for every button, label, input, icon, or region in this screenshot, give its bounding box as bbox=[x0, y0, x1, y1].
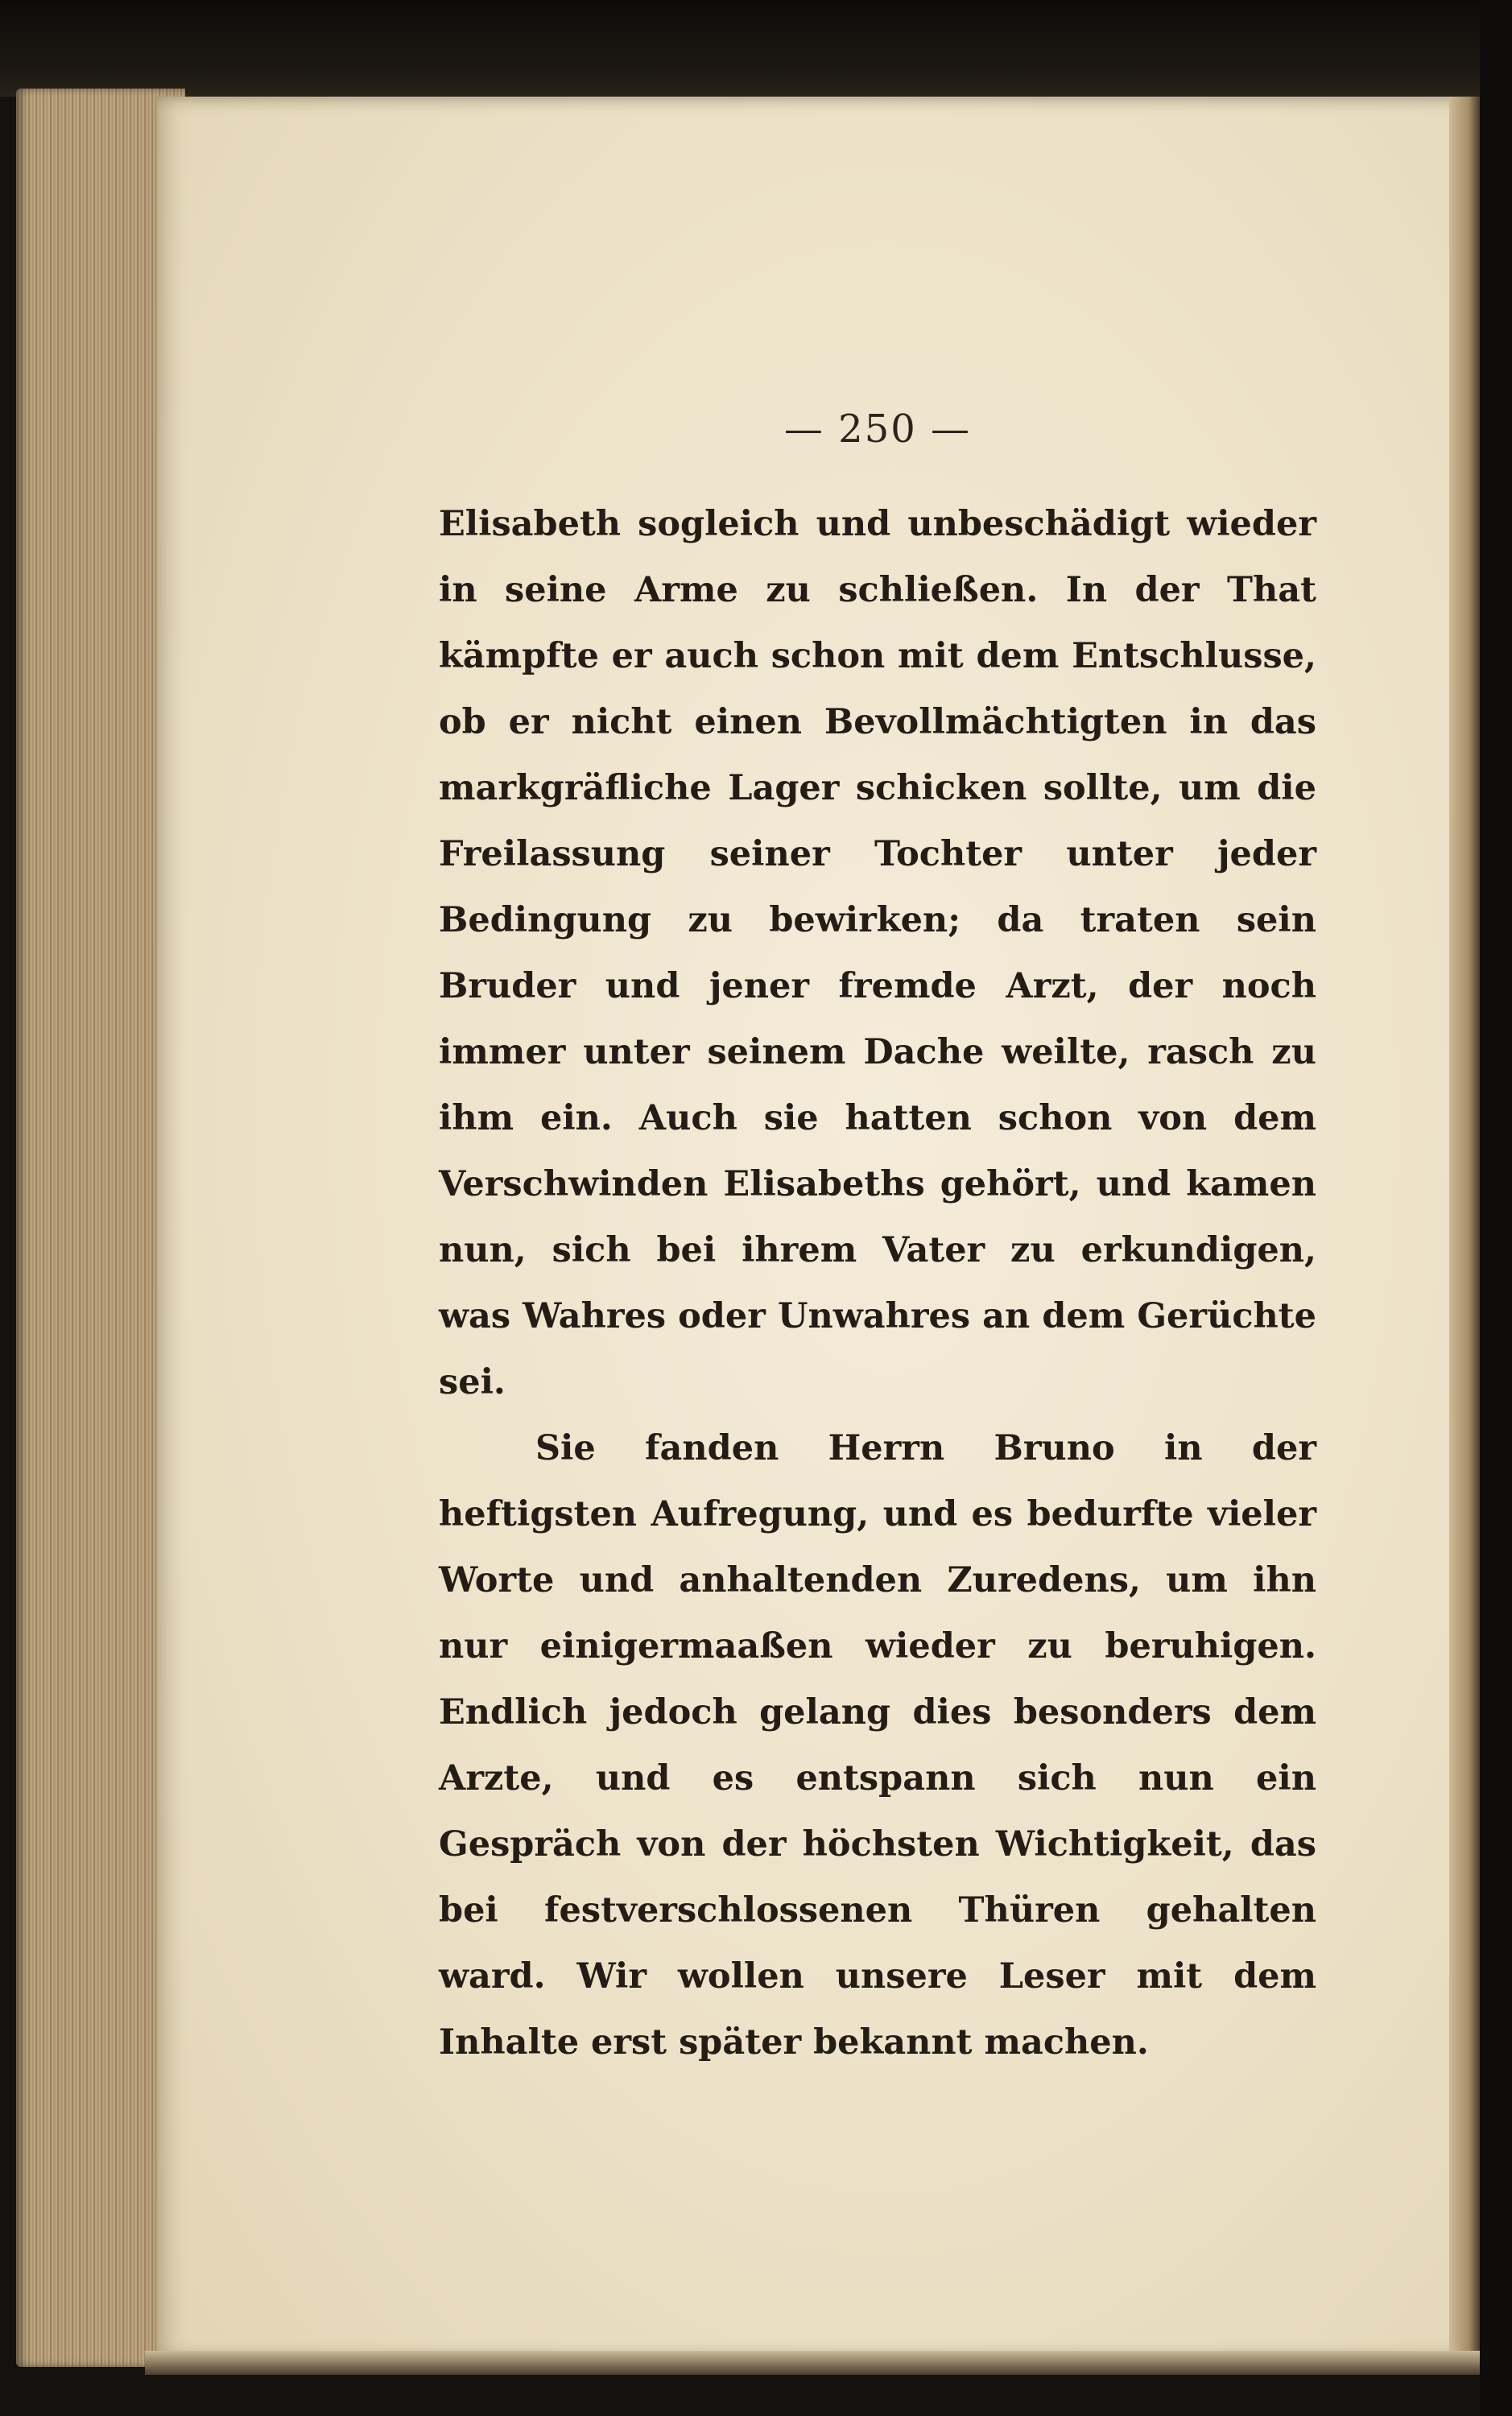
paragraph-2: Sie fanden Herrn Bruno in der heftigsten Aufregung, und es bedurfte vieler Worte und anhaltenden Zuredens, um ihn nur einigermaaßen wieder zu beruhigen. Endlich jedoch gelang dies besonders dem Arzte, und es entspann sich nun ein Gespräch von der höchsten Wichtigkeit, das bei festverschlossenen Thüren gehalten ward. Wir wollen unsere Leser mit dem Inhalte erst später bekannt machen. bbox=[439, 1428, 1316, 2063]
page-gutter bbox=[1449, 97, 1481, 2359]
page-bottom-edge bbox=[145, 2351, 1481, 2375]
page-number-header: — 250 — bbox=[783, 407, 972, 452]
book-cover-top bbox=[0, 0, 1512, 97]
paragraph-1: Elisabeth sogleich und unbeschädigt wieder in seine Arme zu schließen. In der That kämpfte er auch schon mit dem Entschlusse, ob er nicht einen Bevollmächtigten in das markgräfliche Lager schicken sollte, um die Freilassung seiner Tochter unter jeder Bedingung zu bewirken; da traten sein Bruder und jener fremde Arzt, der noch immer unter seinem Dache weilte, rasch zu ihm ein. Auch sie hatten schon von dem Verschwinden Elisabeths gehört, und kamen nun, sich bei ihrem Vater zu erkundigen, was Wahres oder Unwahres an dem Gerüchte sei. bbox=[439, 504, 1316, 1402]
body-text bbox=[439, 491, 1316, 2075]
book-cover-right bbox=[1480, 0, 1512, 2416]
